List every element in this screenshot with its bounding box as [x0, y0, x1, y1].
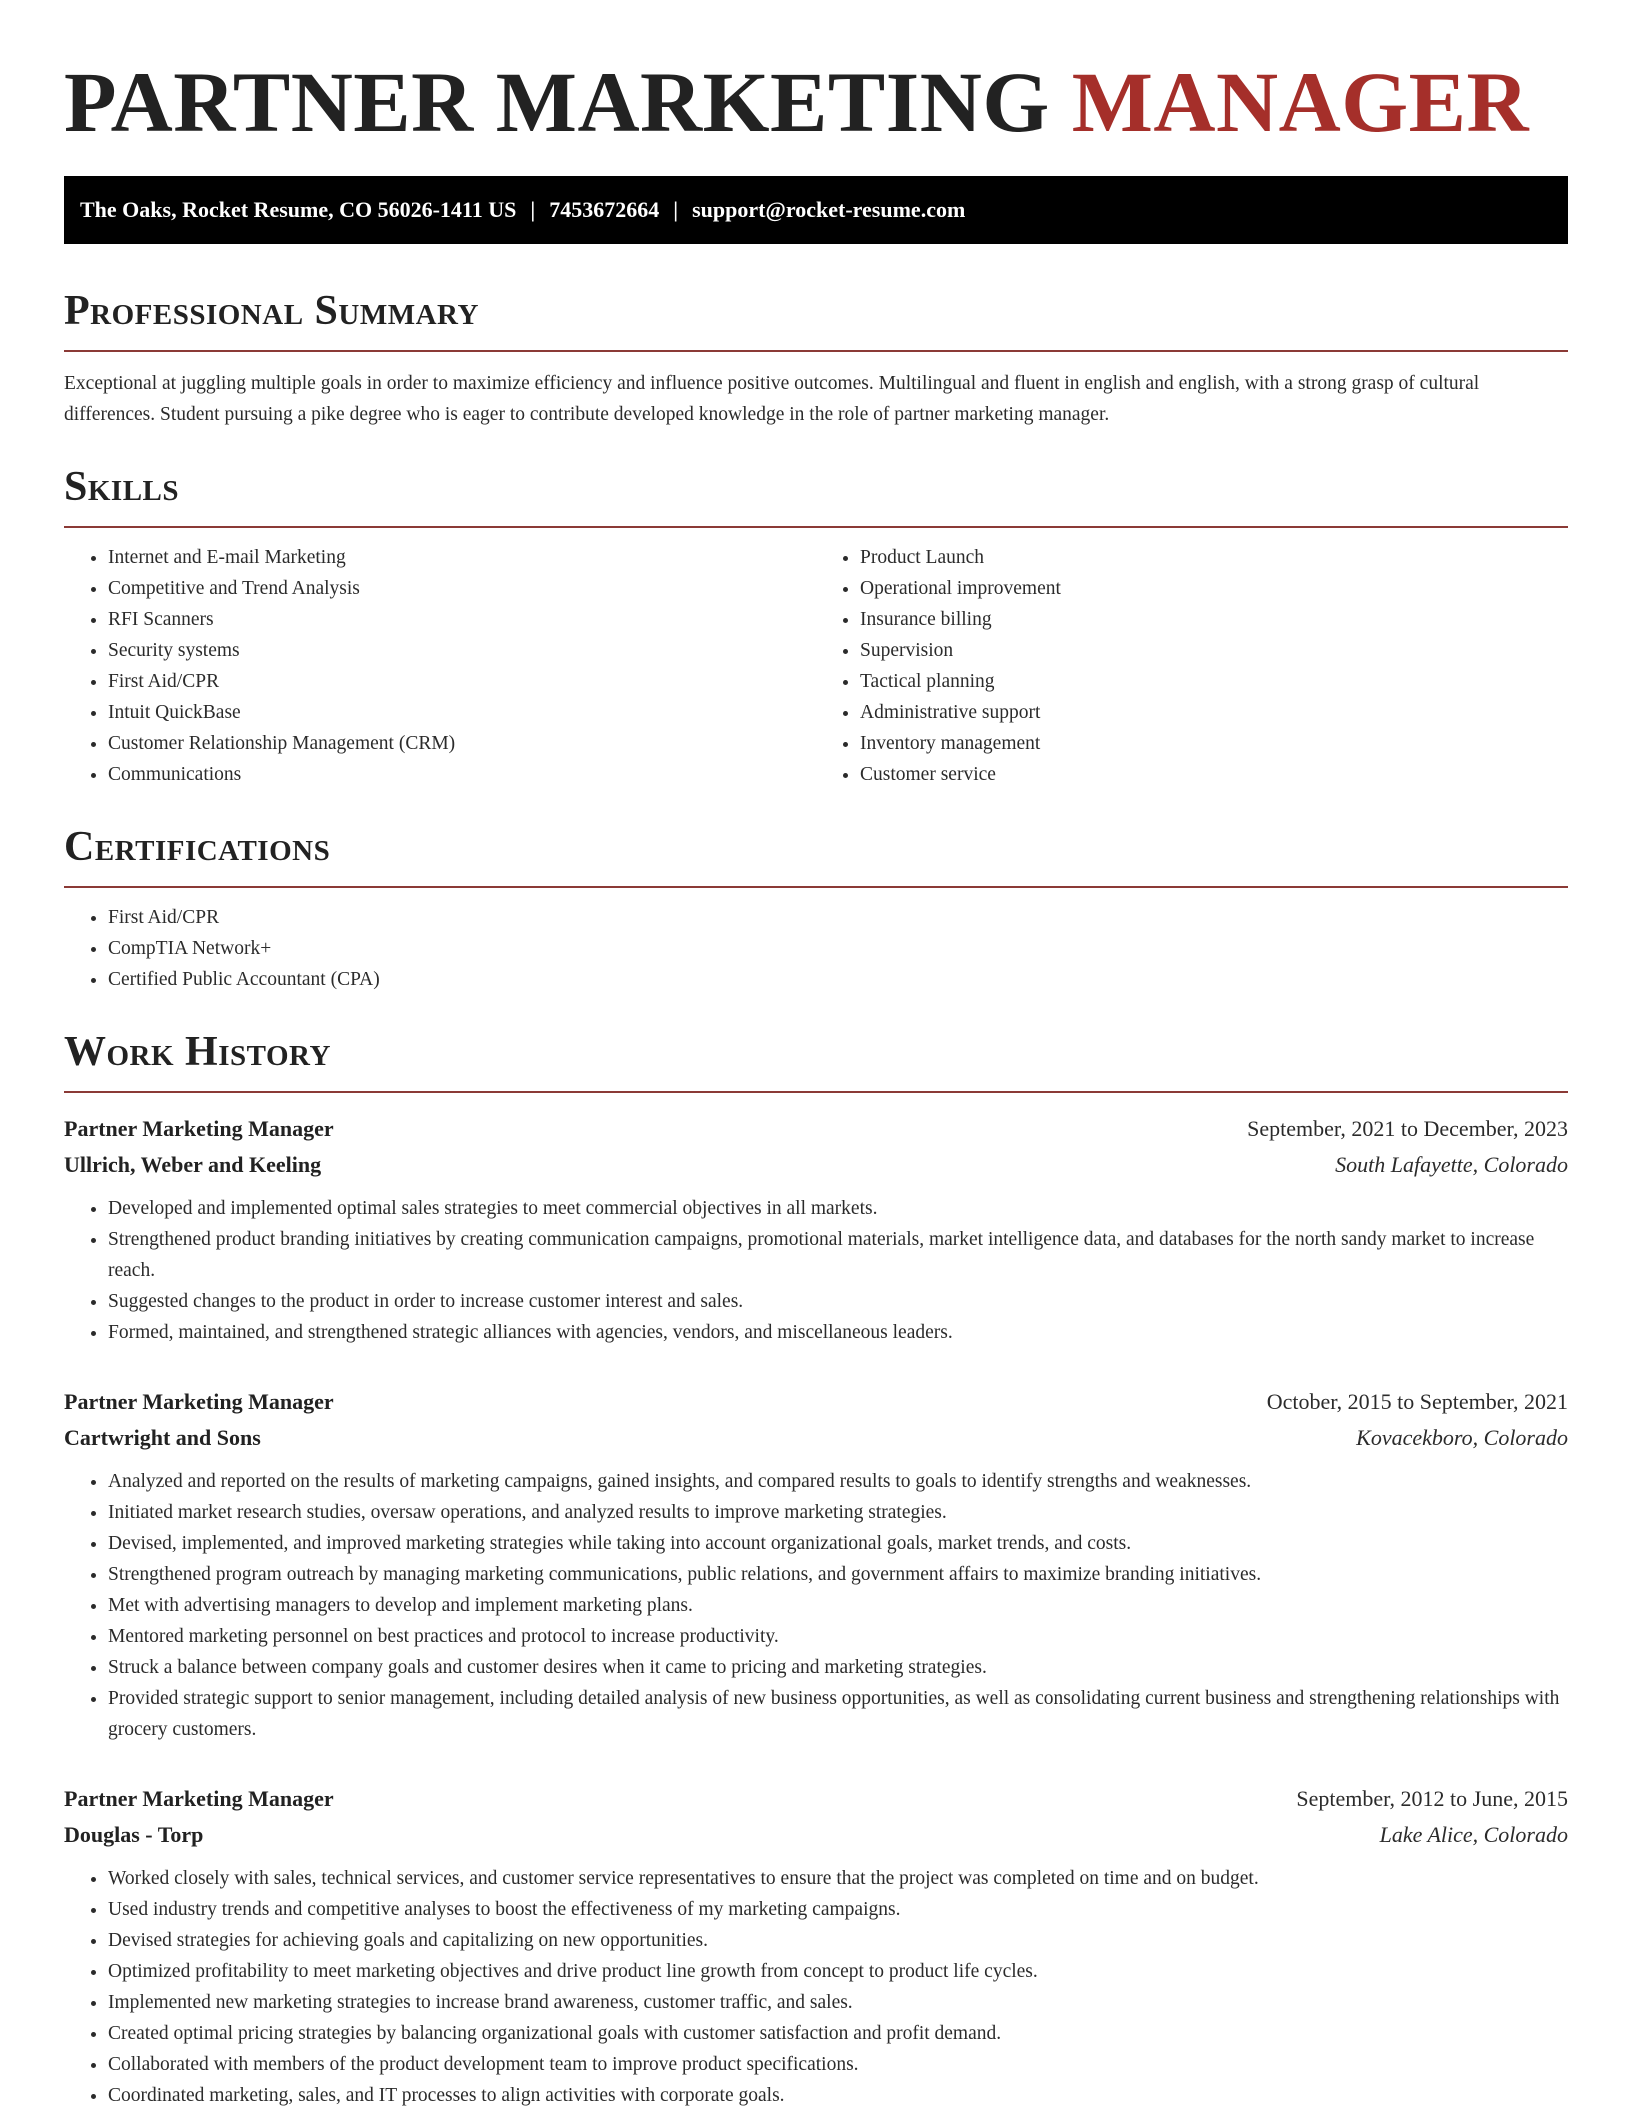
- list-item: • Communications: [108, 759, 816, 790]
- job-title: Partner Marketing Manager: [64, 1389, 334, 1414]
- list-item: • CompTIA Network+: [108, 933, 1568, 964]
- certifications-section: [64, 824, 1568, 995]
- job-bullets: [64, 1863, 1568, 2111]
- skills-grid: [64, 528, 1568, 790]
- job-location: Lake Alice, Colorado: [1379, 1822, 1568, 1847]
- job-company: Cartwright and Sons: [64, 1425, 261, 1450]
- list-item: • Provided strategic support to senior management, including detailed analysis of new business opportunities, as well as consolidating current business and strengthening relationships with grocery customers.: [108, 1683, 1568, 1745]
- list-item: • Customer Relationship Management (CRM): [108, 728, 816, 759]
- job-entry: [64, 1781, 1568, 2111]
- section-divider: [64, 886, 1568, 888]
- list-item: • Analyzed and reported on the results of marketing campaigns, gained insights, and compared results to goals to identify strengths and weaknesses.: [108, 1466, 1568, 1497]
- summary-section: [64, 288, 1568, 430]
- list-item: • First Aid/CPR: [108, 666, 816, 697]
- list-item: • Internet and E-mail Marketing: [108, 542, 816, 573]
- list-item: • Operational improvement: [860, 573, 1568, 604]
- list-item: • Customer service: [860, 759, 1568, 790]
- section-heading: Professional Summary: [64, 288, 479, 334]
- title-main: PARTNER MARKETING: [64, 54, 1050, 150]
- list-item: • Used industry trends and competitive analyses to boost the effectiveness of my marketing campaigns.: [108, 1894, 1568, 1925]
- section-divider: [64, 1091, 1568, 1093]
- contact-email[interactable]: support@rocket-resume.com: [692, 197, 966, 222]
- job-title: Partner Marketing Manager: [64, 1116, 334, 1141]
- section-heading: Work History: [64, 1029, 331, 1075]
- list-item: • Supervision: [860, 635, 1568, 666]
- contact-separator: |: [530, 197, 536, 222]
- contact-phone: 7453672664: [549, 197, 660, 222]
- list-item: • Security systems: [108, 635, 816, 666]
- list-item: • Devised strategies for achieving goals and capitalizing on new opportunities.: [108, 1925, 1568, 1956]
- certifications-list: [64, 902, 1568, 995]
- list-item: • Product Launch: [860, 542, 1568, 573]
- title-accent: MANAGER: [1071, 54, 1530, 150]
- job-header-row: [64, 1384, 1568, 1420]
- list-item: • Developed and implemented optimal sales strategies to meet commercial objectives in all markets.: [108, 1193, 1568, 1224]
- job-title: Partner Marketing Manager: [64, 1786, 334, 1811]
- skills-list-right: [816, 542, 1568, 790]
- contact-bar: [64, 176, 1568, 244]
- list-item: • Coordinated marketing, sales, and IT processes to align activities with corporate goals.: [108, 2080, 1568, 2111]
- list-item: • RFI Scanners: [108, 604, 816, 635]
- list-item: • Administrative support: [860, 697, 1568, 728]
- list-item: • Strengthened program outreach by managing marketing communications, public relations, and government affairs to maximize branding initiatives.: [108, 1559, 1568, 1590]
- job-entry: [64, 1384, 1568, 1745]
- list-item: • Insurance billing: [860, 604, 1568, 635]
- contact-address: The Oaks, Rocket Resume, CO 56026-1411 US: [80, 197, 517, 222]
- resume-title: [64, 0, 1568, 152]
- job-company-row: [64, 1420, 1568, 1456]
- skills-list-left: [64, 542, 816, 790]
- list-item: • Inventory management: [860, 728, 1568, 759]
- job-company: Douglas - Torp: [64, 1822, 204, 1847]
- job-company-row: [64, 1817, 1568, 1853]
- job-company-row: [64, 1147, 1568, 1183]
- list-item: • First Aid/CPR: [108, 902, 1568, 933]
- job-dates: October, 2015 to September, 2021: [1266, 1389, 1568, 1414]
- list-item: • Struck a balance between company goals and customer desires when it came to pricing and marketing strategies.: [108, 1652, 1568, 1683]
- list-item: • Competitive and Trend Analysis: [108, 573, 816, 604]
- list-item: • Intuit QuickBase: [108, 697, 816, 728]
- work-history-section: [64, 1029, 1568, 2111]
- list-item: • Initiated market research studies, oversaw operations, and analyzed results to improve marketing strategies.: [108, 1497, 1568, 1528]
- list-item: • Formed, maintained, and strengthened strategic alliances with agencies, vendors, and miscellaneous leaders.: [108, 1317, 1568, 1348]
- list-item: • Tactical planning: [860, 666, 1568, 697]
- list-item: • Met with advertising managers to develop and implement marketing plans.: [108, 1590, 1568, 1621]
- list-item: • Implemented new marketing strategies to increase brand awareness, customer traffic, and sales.: [108, 1987, 1568, 2018]
- list-item: • Certified Public Accountant (CPA): [108, 964, 1568, 995]
- job-location: South Lafayette, Colorado: [1335, 1152, 1568, 1177]
- job-bullets: [64, 1193, 1568, 1348]
- list-item: • Devised, implemented, and improved marketing strategies while taking into account organizational goals, market trends, and costs.: [108, 1528, 1568, 1559]
- section-divider: [64, 350, 1568, 352]
- job-header-row: [64, 1111, 1568, 1147]
- job-entry: [64, 1111, 1568, 1348]
- list-item: • Created optimal pricing strategies by balancing organizational goals with customer satisfaction and profit demand.: [108, 2018, 1568, 2049]
- section-heading: Certifications: [64, 824, 331, 870]
- job-header-row: [64, 1781, 1568, 1817]
- job-bullets: [64, 1466, 1568, 1745]
- job-company: Ullrich, Weber and Keeling: [64, 1152, 322, 1177]
- skills-section: [64, 464, 1568, 790]
- section-heading: Skills: [64, 464, 180, 510]
- list-item: • Suggested changes to the product in order to increase customer interest and sales.: [108, 1286, 1568, 1317]
- job-location: Kovacekboro, Colorado: [1356, 1425, 1568, 1450]
- job-dates: September, 2012 to June, 2015: [1296, 1786, 1568, 1811]
- contact-separator: |: [673, 197, 679, 222]
- list-item: • Optimized profitability to meet marketing objectives and drive product line growth from concept to product life cycles.: [108, 1956, 1568, 1987]
- list-item: • Worked closely with sales, technical services, and customer service representatives to ensure that the project was completed on time and on budget.: [108, 1863, 1568, 1894]
- list-item: • Mentored marketing personnel on best practices and protocol to increase productivity.: [108, 1621, 1568, 1652]
- list-item: • Strengthened product branding initiatives by creating communication campaigns, promotional materials, market intelligence data, and databases for the north sandy market to increase reach.: [108, 1224, 1568, 1286]
- summary-text: Exceptional at juggling multiple goals in order to maximize efficiency and influence positive outcomes. Multilingual and fluent in english and english, with a strong grasp of cultural differences. Student pursuing a pike degree who is eager to contribute developed knowledge in the role of partner marketing manager.: [64, 373, 1480, 425]
- job-dates: September, 2021 to December, 2023: [1247, 1116, 1568, 1141]
- list-item: • Collaborated with members of the product development team to improve product specifications.: [108, 2049, 1568, 2080]
